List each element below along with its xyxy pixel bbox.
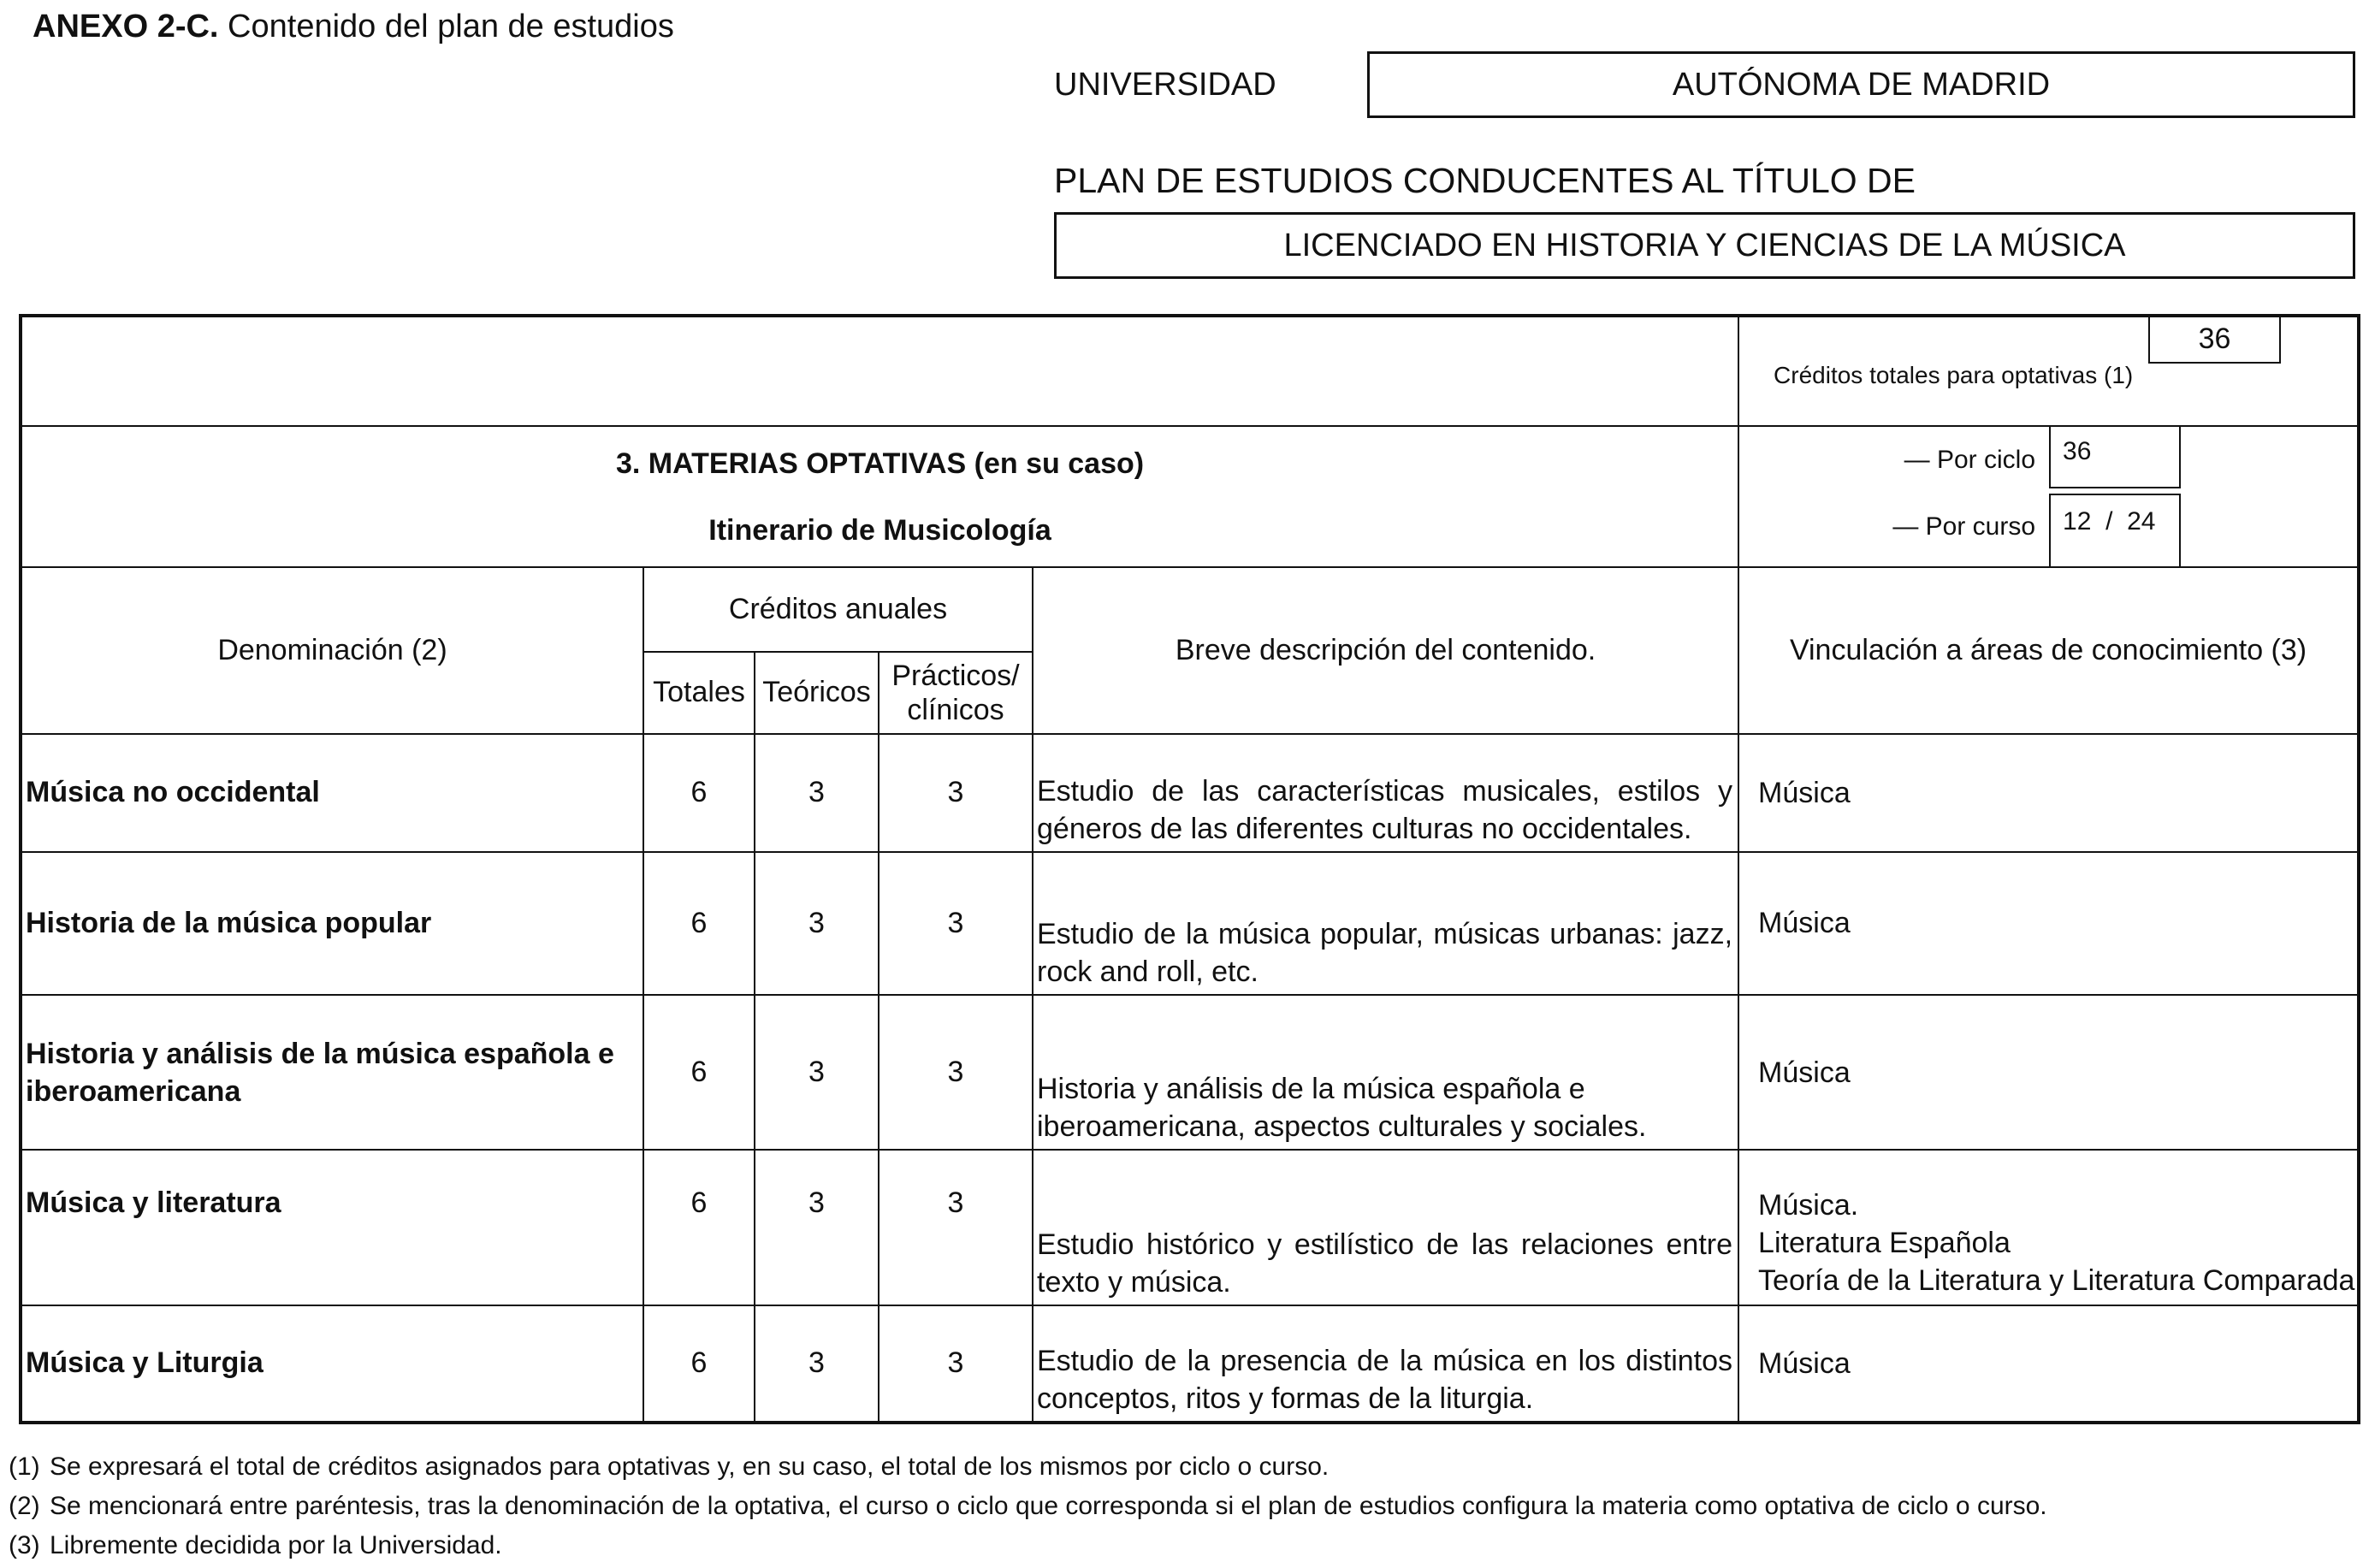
section-title-cell — [21, 426, 1738, 567]
row-totales: 6 — [643, 852, 755, 995]
row-denominacion: Música y Liturgia — [21, 1305, 643, 1423]
row-totales: 6 — [643, 995, 755, 1150]
footnote-text: Se expresará el total de créditos asignados para optativas y, en su caso, el total de los mismos por ciclo o curso. — [50, 1453, 1330, 1481]
row-vinculacion — [1738, 1305, 2359, 1423]
row-denominacion: Historia y análisis de la música española e iberoamericana — [21, 995, 643, 1150]
vinculacion-area: Música — [1758, 907, 1851, 940]
section-title: 3. MATERIAS OPTATIVAS (en su caso) — [615, 447, 1145, 480]
blank-cell — [21, 316, 1738, 426]
credits-total-label: Créditos totales para optativas (1) — [1774, 362, 2134, 388]
universidad-label: UNIVERSIDAD — [1054, 67, 1276, 103]
row-totales: 6 — [643, 1150, 755, 1305]
col-header-denominacion: Denominación (2) — [21, 567, 643, 733]
footnote-text: Libremente decidida por la Universidad. — [50, 1531, 502, 1559]
titulo-value: LICENCIADO EN HISTORIA Y CIENCIAS DE LA MÚSICA — [1283, 227, 2126, 263]
row-vinculacion — [1738, 1150, 2359, 1305]
footnote-text: Se mencionará entre paréntesis, tras la denominación de la optativa, el curso o ciclo que corresponda si el plan de estudios configura la materia como optativa de ciclo o curso. — [50, 1492, 2047, 1520]
vinculacion-area: Música. — [1758, 1189, 1859, 1222]
row-practicos: 3 — [879, 852, 1033, 995]
titulo-field — [1054, 212, 2355, 279]
credits-total-row — [21, 316, 2359, 426]
credits-total-cell — [1738, 316, 2359, 426]
table-row — [21, 1305, 2359, 1423]
footnote-number: (1) — [9, 1453, 40, 1481]
por-curso-label: — Por curso — [1892, 512, 2036, 541]
col-header-creditos-anuales: Créditos anuales — [643, 567, 1033, 652]
row-vinculacion — [1738, 852, 2359, 995]
section-row — [21, 426, 2359, 567]
row-denominacion: Música y literatura — [21, 1150, 643, 1305]
row-vinculacion — [1738, 734, 2359, 852]
footnotes — [9, 1447, 2047, 1565]
credits-breakdown-cell — [1738, 426, 2359, 567]
annex-heading — [33, 9, 674, 45]
row-teoricos: 3 — [755, 734, 879, 852]
vinculacion-area: Música — [1758, 776, 1851, 809]
vinculacion-area: Teoría de la Literatura y Literatura Comparada — [1758, 1264, 2355, 1298]
vinculacion-area: Literatura Española — [1758, 1227, 2011, 1260]
col-header-totales: Totales — [643, 652, 755, 734]
table-row — [21, 995, 2359, 1150]
row-descripcion: Estudio de la presencia de la música en los distintos conceptos, ritos y formas de la liturgia. — [1033, 1305, 1738, 1423]
optativas-table — [19, 314, 2360, 1424]
row-teoricos: 3 — [755, 852, 879, 995]
footnote — [9, 1447, 2047, 1487]
vinculacion-area: Música — [1758, 1056, 1851, 1089]
row-totales: 6 — [643, 734, 755, 852]
footnote — [9, 1526, 2047, 1565]
col-header-vinculacion: Vinculación a áreas de conocimiento (3) — [1738, 567, 2359, 733]
por-curso-value: 12 / 24 — [2049, 494, 2181, 567]
row-teoricos: 3 — [755, 1150, 879, 1305]
por-ciclo-value: 36 — [2049, 427, 2181, 488]
row-vinculacion — [1738, 995, 2359, 1150]
row-descripcion: Historia y análisis de la música española e iberoamericana, aspectos culturales y sociales. — [1033, 995, 1738, 1150]
col-header-teoricos: Teóricos — [755, 652, 879, 734]
section-subtitle: Itinerario de Musicología — [708, 513, 1051, 547]
universidad-value: AUTÓNOMA DE MADRID — [1672, 66, 2051, 103]
table-row — [21, 1150, 2359, 1305]
table-row — [21, 734, 2359, 852]
row-denominacion: Música no occidental — [21, 734, 643, 852]
footnote-number: (2) — [9, 1492, 40, 1520]
footnote-number: (3) — [9, 1531, 40, 1559]
row-teoricos: 3 — [755, 995, 879, 1150]
header-row-1 — [21, 567, 2359, 652]
row-totales: 6 — [643, 1305, 755, 1423]
universidad-field — [1367, 51, 2355, 118]
table-row — [21, 852, 2359, 995]
por-ciclo-label: — Por ciclo — [1904, 445, 2036, 474]
vinculacion-area: Música — [1758, 1346, 1851, 1380]
row-practicos: 3 — [879, 734, 1033, 852]
col-header-descripcion: Breve descripción del contenido. — [1033, 567, 1738, 733]
annex-number: ANEXO 2-C. — [33, 9, 219, 44]
row-descripcion: Estudio de la música popular, músicas urbanas: jazz, rock and roll, etc. — [1033, 852, 1738, 995]
row-teoricos: 3 — [755, 1305, 879, 1423]
row-practicos: 3 — [879, 995, 1033, 1150]
row-descripcion: Estudio histórico y estilístico de las relaciones entre texto y música. — [1033, 1150, 1738, 1305]
row-denominacion: Historia de la música popular — [21, 852, 643, 995]
row-descripcion: Estudio de las características musicales, estilos y géneros de las diferentes culturas no occidentales. — [1033, 734, 1738, 852]
annex-text: Contenido del plan de estudios — [228, 9, 674, 44]
row-practicos: 3 — [879, 1305, 1033, 1423]
row-practicos: 3 — [879, 1150, 1033, 1305]
credits-total-value: 36 — [2148, 317, 2281, 364]
footnote — [9, 1487, 2047, 1526]
col-header-practicos: Prácticos/ clínicos — [879, 652, 1033, 734]
plan-label: PLAN DE ESTUDIOS CONDUCENTES AL TÍTULO DE — [1054, 161, 1916, 200]
